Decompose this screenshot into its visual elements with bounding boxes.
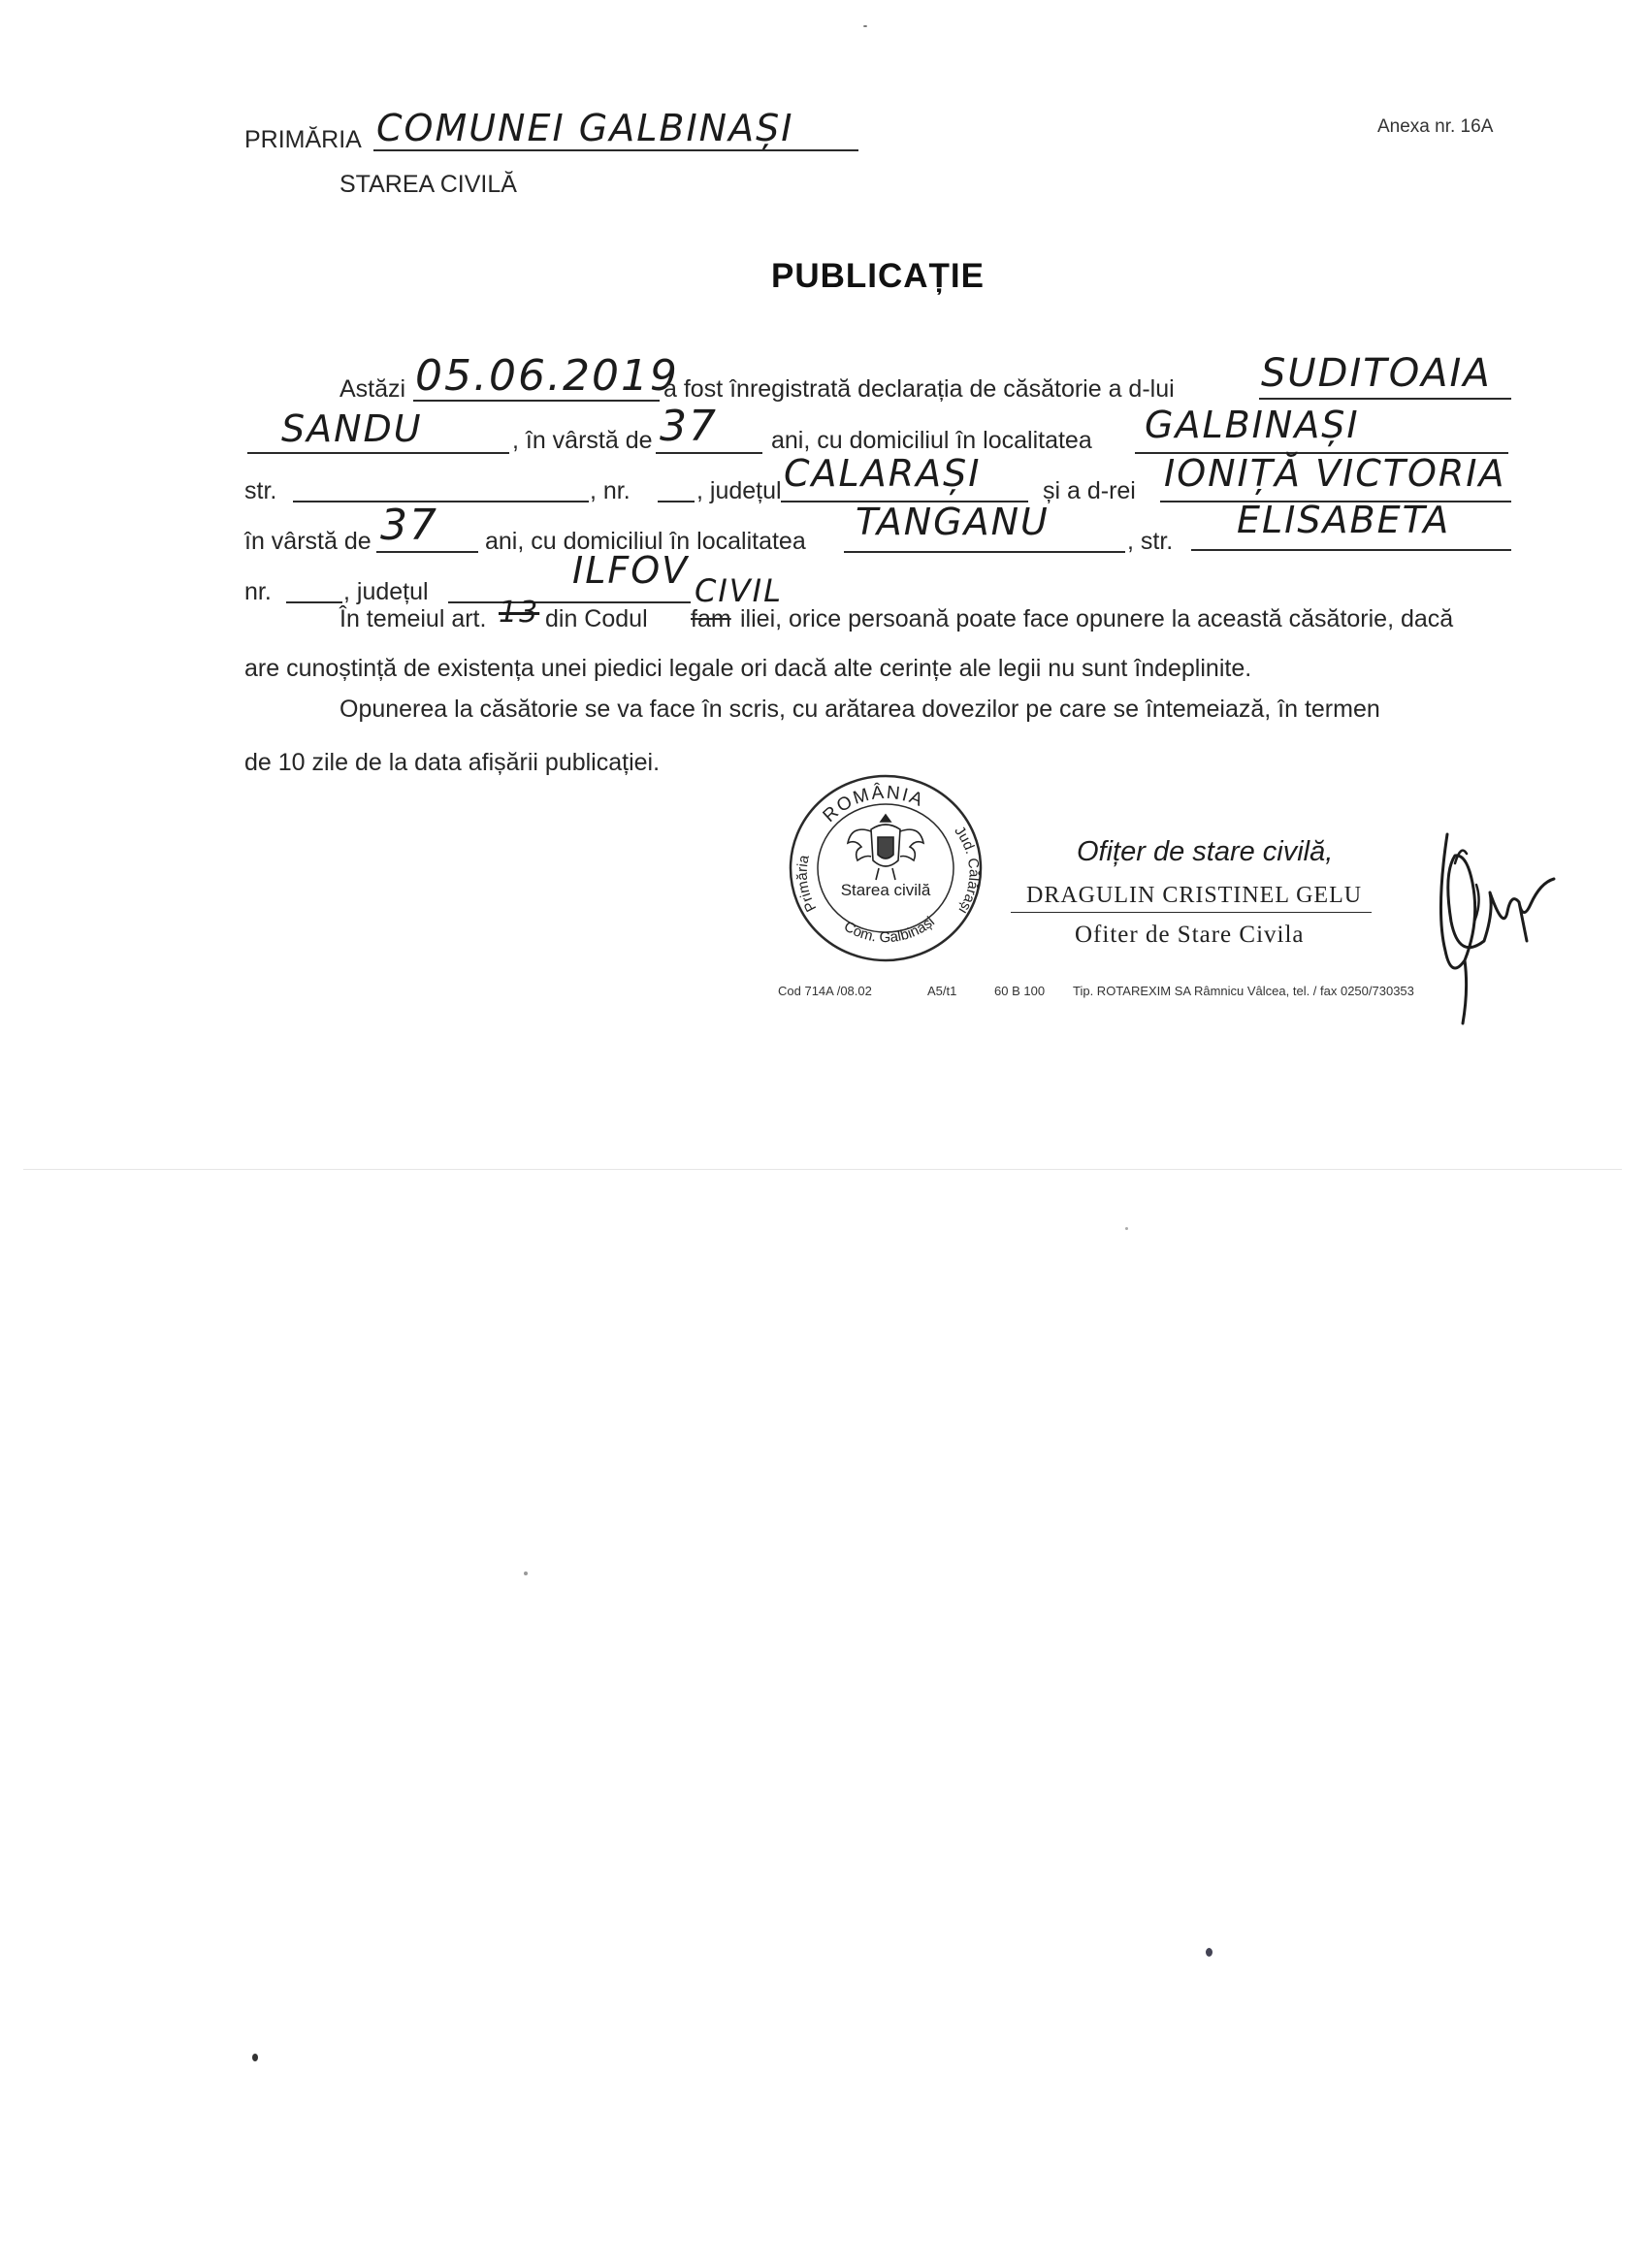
form-format: A5/t1	[927, 984, 957, 998]
coat-of-arms-icon	[848, 815, 923, 880]
registration-date: 05.06.2019	[415, 351, 679, 401]
groom-street-line	[293, 501, 589, 502]
stamp-bottom-text: Com. Galbinași	[841, 913, 938, 947]
institution-name: COMUNEI GALBINAȘI	[376, 107, 794, 149]
institution-name-line	[373, 149, 858, 151]
text-judet: , județul	[696, 477, 782, 504]
stamp-left-text: Primăria	[793, 854, 821, 915]
date-line	[413, 400, 660, 402]
text-nr-bride: nr.	[244, 578, 272, 605]
officer-divider	[1011, 912, 1372, 913]
bride-locality: TANGANU	[856, 501, 1050, 543]
text-registered: a fost înregistrată declarația de căsătorie a d-lui	[663, 375, 1175, 403]
scan-speck	[524, 1571, 528, 1575]
bride-street: ELISABETA	[1237, 499, 1451, 541]
groom-first-line	[247, 452, 509, 454]
page-title: PUBLICAȚIE	[771, 257, 985, 295]
text-nr: , nr.	[590, 477, 630, 504]
groom-age: 37	[660, 402, 718, 451]
form-code: Cod 714A /08.02	[778, 984, 872, 998]
text-temei-start: În temeiul art.	[340, 605, 487, 632]
officer-title: Ofiter de Stare Civila	[1075, 922, 1305, 948]
scan-border	[23, 1169, 1622, 1170]
article-struck: 13	[499, 596, 540, 630]
bride-age-line	[376, 551, 478, 553]
text-domicile-groom: ani, cu domiciliul în localitatea	[771, 427, 1092, 454]
text-line4: de 10 zile de la data afișării publicației.	[244, 749, 661, 776]
text-temei-end: iliei, orice persoană poate face opunere la această căsătorie, dacă	[740, 605, 1454, 632]
form-count: 60 B 100	[994, 984, 1046, 998]
institution-label: PRIMĂRIA	[244, 126, 362, 153]
bride-county: ILFOV	[572, 549, 690, 592]
officer-name: DRAGULIN CRISTINEL GELU	[1026, 883, 1363, 908]
article-new: CIVIL	[695, 572, 783, 609]
printer-info: Tip. ROTAREXIM SA Râmnicu Vâlcea, tel. / fax 0250/730353	[1073, 984, 1414, 998]
text-and-mrs: și a d-rei	[1043, 477, 1136, 504]
signature	[1426, 795, 1571, 1028]
annex-number: Anexa nr. 16A	[1377, 116, 1494, 137]
stamp-inner-ring	[818, 804, 954, 932]
text-domicile-bride: ani, cu domiciliul în localitatea	[485, 528, 806, 555]
text-astazi: Astăzi	[340, 375, 406, 403]
text-age-bride: în vârstă de	[244, 528, 372, 555]
scan-speck	[1125, 1227, 1128, 1230]
bride-locality-line	[844, 551, 1125, 553]
stamp-top-text: ROMÂNIA	[819, 782, 928, 826]
stamp-right-text: Jud. Călărași	[951, 823, 983, 917]
groom-age-line	[656, 452, 762, 454]
groom-first-name: SANDU	[281, 407, 423, 450]
department: STAREA CIVILĂ	[340, 171, 517, 198]
text-judet-bride: , județul	[343, 578, 429, 605]
text-age-groom: , în vârstă de	[512, 427, 653, 454]
stamp-center-text: Starea civilă	[840, 881, 931, 899]
bride-name: IONIȚĂ VICTORIA	[1164, 452, 1506, 495]
bride-county-line	[448, 601, 691, 603]
bride-street-line	[1191, 549, 1511, 551]
officer-role: Ofițer de stare civilă,	[1077, 836, 1334, 867]
scan-speck	[252, 2054, 258, 2061]
official-stamp	[784, 771, 987, 965]
text-line3: Opunerea la căsătorie se va face în scris, cu arătarea dovezilor pe care se întemeiază, în termen	[340, 696, 1380, 723]
bride-age: 37	[380, 501, 438, 550]
groom-nr-line	[658, 501, 695, 502]
text-temei-mid: din Codul	[545, 605, 648, 632]
text-str-bride: , str.	[1127, 528, 1174, 555]
groom-locality: GALBINAȘI	[1145, 404, 1360, 446]
text-line2: are cunoștință de existența unei piedici legale ori dacă alte cerințe ale legii nu sunt îndeplinite.	[244, 655, 1252, 682]
scan-speck	[863, 25, 867, 27]
famil-struck: fam	[691, 605, 731, 632]
groom-county: CALARAȘI	[784, 452, 982, 495]
groom-surname: SUDITOAIA	[1261, 351, 1492, 396]
groom-surname-line	[1259, 398, 1511, 400]
bride-nr-line	[286, 601, 342, 603]
text-str: str.	[244, 477, 277, 504]
scan-speck	[1206, 1948, 1212, 1957]
